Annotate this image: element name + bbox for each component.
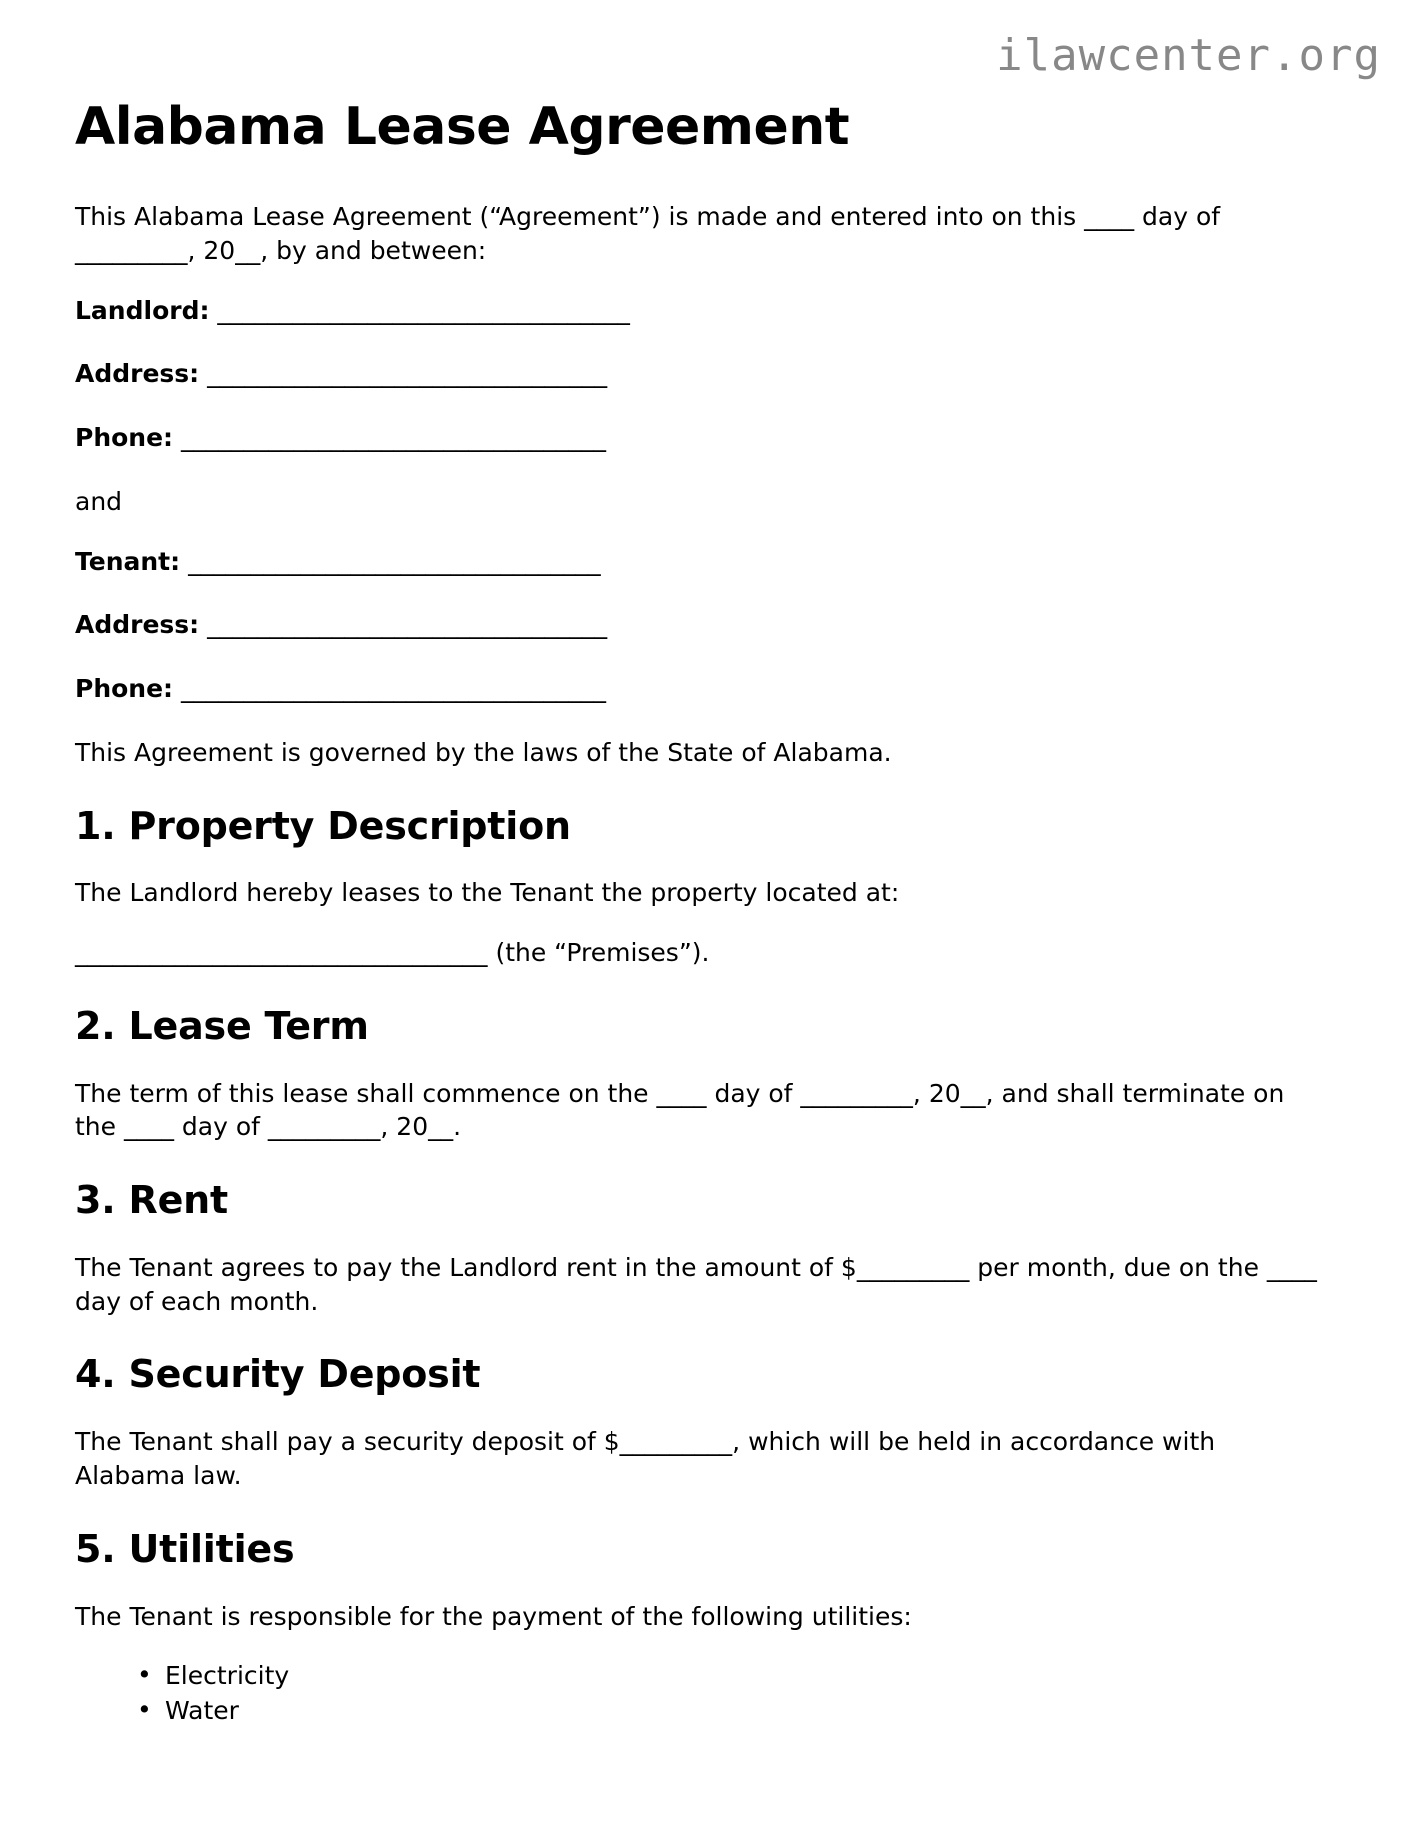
list-item: • Electricity [137, 1659, 1325, 1694]
tenant-address-field [75, 608, 1325, 642]
utilities-list [75, 1659, 1325, 1728]
section-rent-body: The Tenant agrees to pay the Landlord rent in the amount of $_________ per month, due on the ____ day of each month. [75, 1252, 1317, 1316]
landlord-name-blank[interactable]: _________________________________ [217, 295, 630, 325]
tenant-address-label: Address: [75, 610, 200, 640]
section-property-description-body-1: The Landlord hereby leases to the Tenant the property located at: [75, 878, 900, 908]
landlord-name-label: Landlord: [75, 295, 210, 325]
landlord-phone-blank[interactable]: __________________________________ [181, 423, 606, 452]
section-heading-property-description: 1. Property Description [75, 803, 571, 848]
section-lease-term-body: The term of this lease shall commence on the ____ day of _________, 20__, and shall terminate on the ____ day of _________, 20__. [75, 1078, 1285, 1142]
intro-paragraph: This Alabama Lease Agreement (“Agreement”) is made and entered into on this ____ day of _________, 20__, by and between: [75, 202, 1221, 265]
landlord-address-blank[interactable]: ________________________________ [207, 359, 608, 389]
section-heading-rent: 3. Rent [75, 1178, 228, 1223]
tenant-phone-blank[interactable]: __________________________________ [181, 674, 606, 703]
landlord-phone-label: Phone: [75, 423, 174, 452]
landlord-address-label: Address: [75, 359, 200, 389]
tenant-phone-label: Phone: [75, 674, 174, 703]
section-heading-lease-term: 2. Lease Term [75, 1003, 369, 1048]
tenant-name-field [75, 545, 1325, 579]
section-heading-utilities: 5. Utilities [75, 1526, 295, 1571]
site-watermark: ilawcenter.org [996, 30, 1381, 81]
tenant-address-blank[interactable]: ________________________________ [207, 610, 608, 640]
section-security-deposit-body: The Tenant shall pay a security deposit of $_________, which will be held in accordance with Alabama law. [75, 1427, 1216, 1491]
section-heading-security-deposit: 4. Security Deposit [75, 1352, 481, 1397]
landlord-address-field [75, 357, 1325, 391]
landlord-phone-field [75, 421, 1325, 455]
page-title: Alabama Lease Agreement [75, 97, 850, 157]
list-item: • Water [137, 1694, 1325, 1729]
section-utilities-body: The Tenant is responsible for the payment of the following utilities: [75, 1601, 912, 1631]
document-body [75, 200, 1325, 1728]
section-property-description-premises-blank[interactable]: _________________________________ (the “Premises”). [75, 938, 710, 968]
parties-conjunction: and [75, 486, 123, 516]
governing-law-paragraph: This Agreement is governed by the laws of the State of Alabama. [75, 737, 892, 767]
tenant-phone-field [75, 672, 1325, 706]
tenant-name-label: Tenant: [75, 546, 181, 576]
landlord-name-field [75, 294, 1325, 328]
tenant-name-blank[interactable]: _________________________________ [188, 546, 601, 576]
